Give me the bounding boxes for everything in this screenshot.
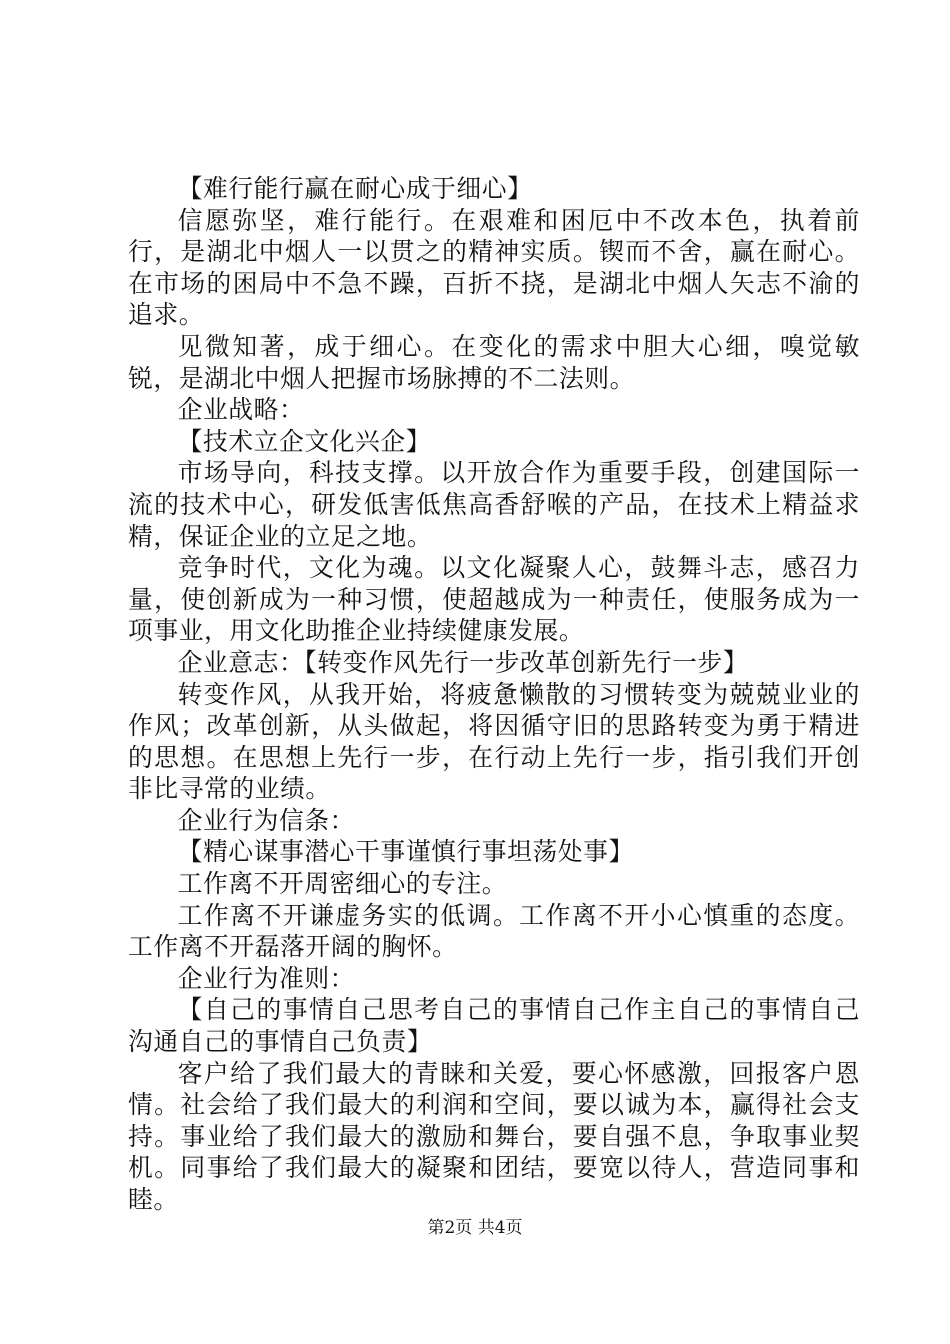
document-body	[128, 173, 860, 1216]
section-heading-patience: 【难行能行赢在耐心成于细心】	[177, 174, 533, 203]
heading-behavior-creed: 企业行为信条：	[177, 805, 356, 835]
paragraph-market-technology: 市场导向，科技支撑。以开放合作为重要手段，创建国际一流的技术中心，研发低害低焦高香舒喉的产品，在技术上精益求精，保证企业的立足之地。	[128, 458, 860, 551]
heading-enterprise-will: 企业意志：【转变作风先行一步改革创新先行一步】	[177, 647, 749, 677]
paragraph-work-attitude: 工作离不开谦虚务实的低调。工作离不开小心慎重的态度。工作离不开磊落开阔的胸怀。	[128, 900, 860, 962]
paragraph-gratitude: 客户给了我们最大的青睐和关爱，要心怀感激，回报客户恩情。社会给了我们最大的利润和空间，要以诚为本，赢得社会支持。事业给了我们最大的激励和舞台，要自强不息，争取事业契机。同事给了我们最大的凝聚和团结，要宽以待人，营造同事和睦。	[128, 1058, 860, 1214]
paragraph-competition-culture: 竞争时代，文化为魂。以文化凝聚人心，鼓舞斗志，感召力量，使创新成为一种习惯，使超越成为一种责任，使服务成为一项事业，用文化助推企业持续健康发展。	[128, 553, 860, 646]
heading-enterprise-strategy: 企业战略：	[177, 395, 305, 425]
paragraph-change-style: 转变作风，从我开始，将疲惫懒散的习惯转变为兢兢业业的作风；改革创新，从头做起，将因循守旧的思路转变为勇于精进的思想。在思想上先行一步，在行动上先行一步，指引我们开创非比寻常的业绩。	[128, 679, 860, 804]
paragraph-perseverance: 信愿弥坚，难行能行。在艰难和困厄中不改本色，执着前行，是湖北中烟人一以贯之的精神实质。锲而不舍，赢在耐心。在市场的困局中不急不躁，百折不挠，是湖北中烟人矢志不渝的追求。	[128, 205, 860, 330]
paragraph-work-focus: 工作离不开周密细心的专注。	[177, 869, 508, 899]
page-number-footer: 第2页 共4页	[427, 1218, 523, 1238]
section-heading-technology-culture: 【技术立企文化兴企】	[177, 426, 432, 456]
heading-behavior-code: 企业行为准则：	[177, 963, 356, 993]
section-heading-self-responsibility: 【自己的事情自己思考自己的事情自己作主自己的事情自己沟通自己的事情自己负责】	[128, 995, 860, 1057]
paragraph-attention-to-detail: 见微知著，成于细心。在变化的需求中胆大心细，嗅觉敏锐，是湖北中烟人把握市场脉搏的不二法则。	[128, 331, 860, 393]
section-heading-work-creed: 【精心谋事潜心干事谨慎行事坦荡处事】	[177, 837, 634, 867]
